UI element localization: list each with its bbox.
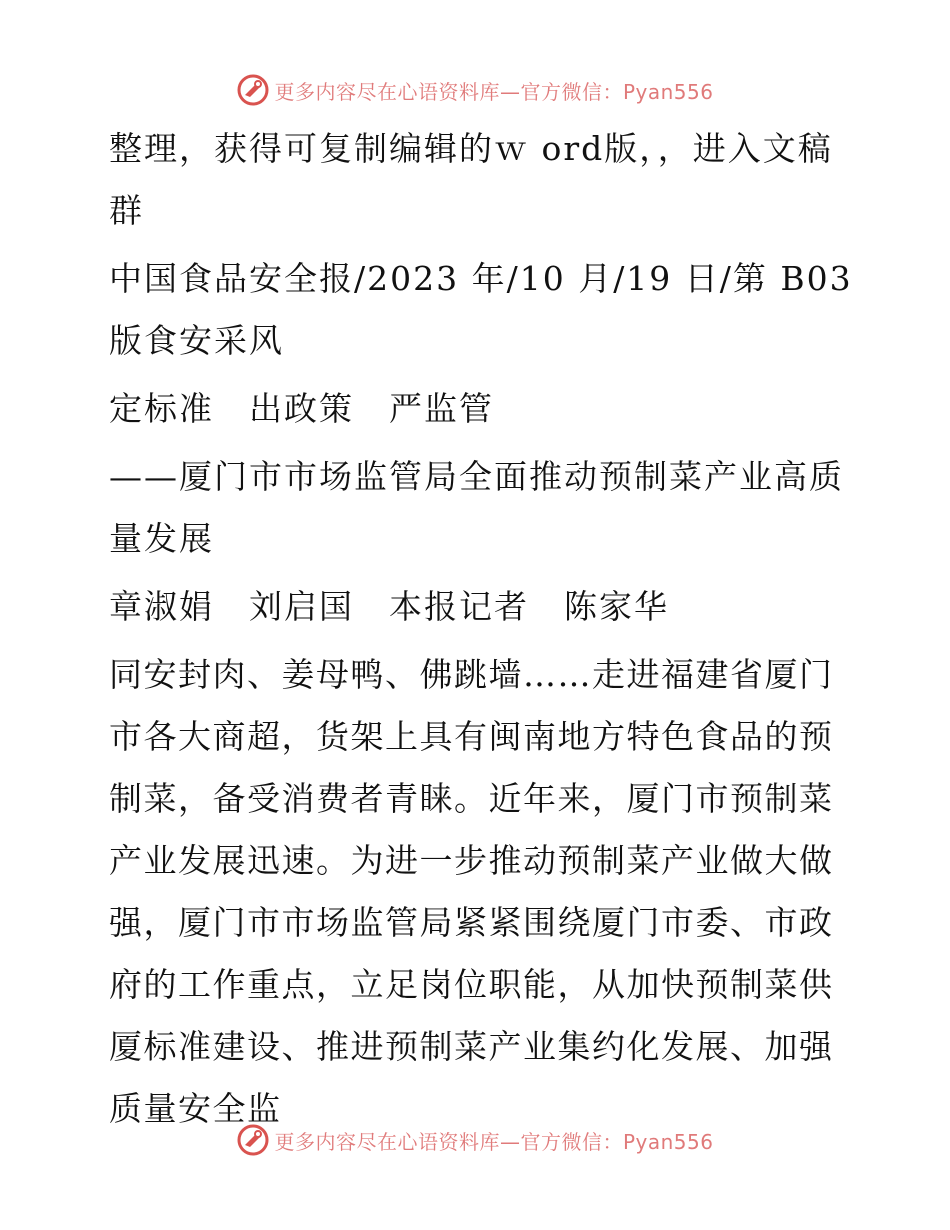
document-page <box>97 118 857 1146</box>
footer-banner-text: 更多内容尽在心语资料库—官方微信：Pyan556 <box>274 1129 714 1154</box>
article-authors: 章淑娟 刘启国 本报记者 陈家华 <box>109 587 669 626</box>
header-banner <box>0 70 950 110</box>
article-body: 同安封肉、姜母鸭、佛跳墙……走进福建省厦门市各大商超，货架上具有闽南地方特色食品的预制菜，备受消费者青睐。近年来，厦门市预制菜产业发展迅速。为进一步推动预制菜产业做大做强，厦门市市场监管局紧紧围绕厦门市委、市政府的工作重点，立足岗位职能，从加快预制菜供厦标准建设、推进预制菜产业集约化发展、加强质量安全监 <box>109 655 834 1128</box>
article-title: 定标准 出政策 严监管 <box>109 389 494 428</box>
brand-logo-icon <box>236 73 270 107</box>
intro-paragraph: 整理，获得可复制编辑的ｗ ord版，，进入文稿群 <box>109 129 833 230</box>
brand-logo-icon <box>236 1123 270 1157</box>
footer-banner <box>0 1120 950 1160</box>
article-subtitle: ——厦门市市场监管局全面推动预制菜产业高质量发展 <box>109 457 844 558</box>
header-banner-text: 更多内容尽在心语资料库—官方微信：Pyan556 <box>274 79 714 104</box>
source-line: 中国食品安全报/2023 年/10 月/19 日/第 B03 版食安采风 <box>109 259 853 360</box>
